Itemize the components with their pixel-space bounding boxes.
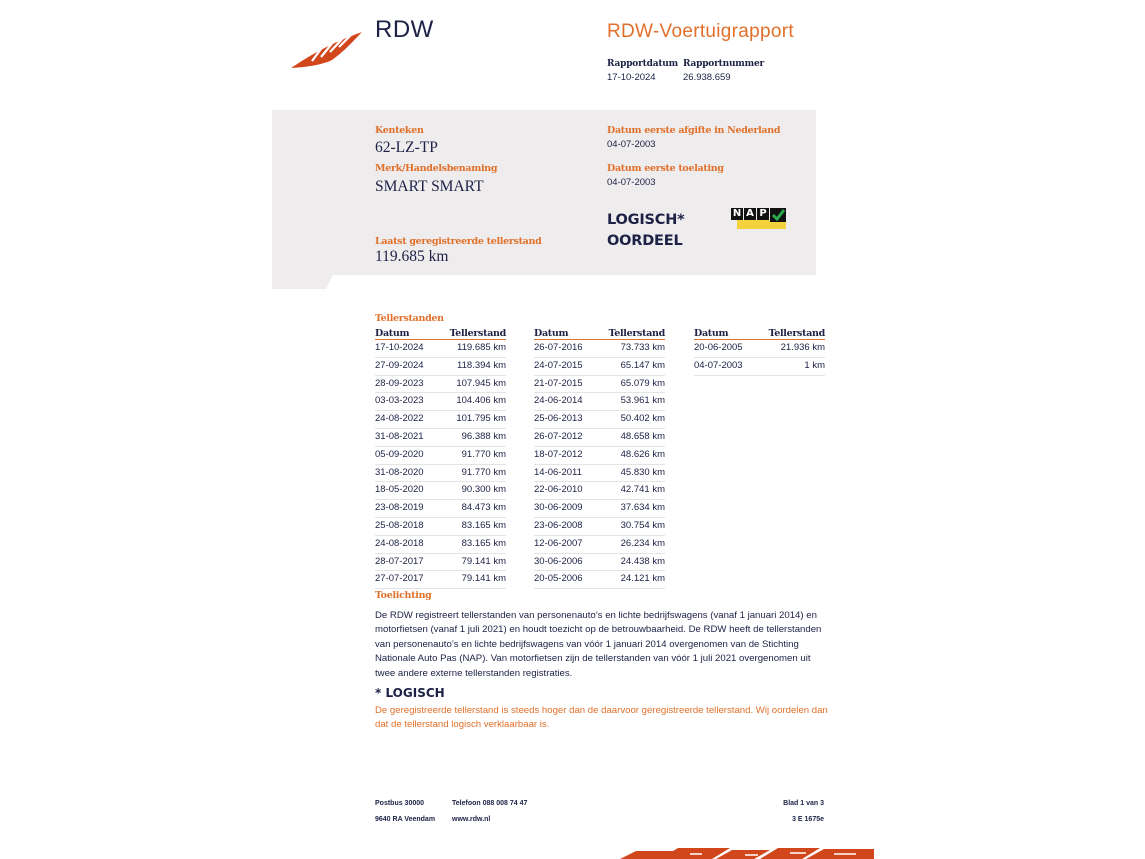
table-row xyxy=(534,429,665,447)
row-odometer-value: 1 km xyxy=(804,359,825,371)
table-row xyxy=(534,554,665,572)
table-row xyxy=(375,447,506,465)
row-odometer-value: 104.406 km xyxy=(456,395,506,407)
row-odometer-value: 30.754 km xyxy=(620,519,665,531)
table-row xyxy=(375,465,506,483)
table-row xyxy=(534,393,665,411)
row-odometer-value: 79.141 km xyxy=(461,555,506,567)
table-row xyxy=(375,500,506,518)
table-header xyxy=(534,328,665,340)
row-odometer-value: 96.388 km xyxy=(461,430,506,442)
row-date: 26-07-2016 xyxy=(534,342,583,353)
explanation-paragraph: De RDW registreert tellerstanden van personenauto’s en lichte bedrijfswagens (vanaf 1 januari 2014) en motorfietsen (vanaf 1 juli 2021) en houdt toezicht op de betrouwbaarheid. De RDW heeft de tellerstanden van personenauto’s en lichte bedrijfswagens van vóór 1 januari 2014 overgenomen van de Stichting Nationale Auto Pas (NAP). Van motorfietsen zijn de tellerstanden van vóór 1 juli 2021 overgenomen uit twee andere externe tellerstanden registraties. xyxy=(375,610,822,679)
row-date: 31-08-2020 xyxy=(375,466,424,478)
first-issue-nl-value: 04-07-2003 xyxy=(607,139,656,150)
table-row xyxy=(375,340,506,358)
verdict-line2: OORDEEL xyxy=(607,233,683,249)
col-date-header: Datum xyxy=(375,328,410,339)
row-odometer-value: 50.402 km xyxy=(620,413,665,425)
row-odometer-value: 37.634 km xyxy=(620,502,665,514)
row-odometer-value: 118.394 km xyxy=(457,359,506,371)
nap-letter-p: P xyxy=(757,208,769,220)
row-date: 24-08-2022 xyxy=(375,413,424,425)
row-odometer-value: 65.079 km xyxy=(620,377,665,389)
row-date: 24-07-2015 xyxy=(534,359,583,371)
row-date: 27-09-2024 xyxy=(375,359,424,371)
footer-page: Blad 1 van 3 xyxy=(783,800,824,807)
last-odometer-label: Laatst geregistreerde tellerstand xyxy=(375,236,542,247)
table-row xyxy=(375,571,506,589)
rdw-logo-icon xyxy=(288,30,366,70)
odometer-table-1 xyxy=(375,328,506,589)
row-odometer-value: 24.121 km xyxy=(620,573,665,585)
footer-phone: Telefoon 088 008 74 47 xyxy=(452,800,528,807)
odometer-table-3 xyxy=(694,328,825,376)
odometer-table-2 xyxy=(534,328,665,589)
row-date: 28-07-2017 xyxy=(375,555,424,567)
nap-letter-a: A xyxy=(744,208,756,220)
logisch-title: * LOGISCH xyxy=(375,686,445,700)
table-row xyxy=(375,554,506,572)
row-odometer-value: 26.234 km xyxy=(620,537,665,549)
report-title: RDW-Voertuigrapport xyxy=(607,21,794,42)
row-odometer-value: 42.741 km xyxy=(620,484,665,496)
row-date: 18-05-2020 xyxy=(375,484,424,496)
first-admission-value: 04-07-2003 xyxy=(607,177,656,188)
row-date: 05-09-2020 xyxy=(375,448,424,460)
check-icon xyxy=(770,208,786,222)
brand-name: RDW xyxy=(375,16,434,43)
report-number-label: Rapportnummer xyxy=(683,59,765,69)
row-date: 20-06-2005 xyxy=(694,342,743,353)
table-row xyxy=(534,482,665,500)
table-header xyxy=(375,328,506,340)
row-date: 17-10-2024 xyxy=(375,342,424,353)
table-row xyxy=(534,465,665,483)
footer-address: 9640 RA Veendam xyxy=(375,816,436,823)
row-odometer-value: 24.438 km xyxy=(620,555,665,567)
row-odometer-value: 83.165 km xyxy=(461,537,506,549)
table-row xyxy=(534,518,665,536)
row-date: 28-09-2023 xyxy=(375,377,424,389)
footer-postbus: Postbus 30000 xyxy=(375,800,425,807)
col-date-header: Datum xyxy=(694,328,729,339)
col-value-header: Tellerstand xyxy=(768,328,825,339)
brand-value: SMART SMART xyxy=(375,178,484,195)
nap-letter-n: N xyxy=(732,208,742,219)
row-odometer-value: 45.830 km xyxy=(620,466,665,478)
row-date: 24-08-2018 xyxy=(375,537,424,549)
table-row xyxy=(534,411,665,429)
row-date: 12-06-2007 xyxy=(534,537,583,549)
report-date-label: Rapportdatum xyxy=(607,59,678,69)
table-row xyxy=(375,429,506,447)
row-date: 04-07-2003 xyxy=(694,359,743,371)
table-row xyxy=(694,358,825,376)
table-row xyxy=(375,411,506,429)
row-date: 23-08-2019 xyxy=(375,502,424,514)
row-odometer-value: 83.165 km xyxy=(461,519,506,531)
row-date: 03-03-2023 xyxy=(375,395,424,407)
footer-code: 3 E 1675e xyxy=(792,816,824,823)
table-row xyxy=(375,536,506,554)
row-odometer-value: 91.770 km xyxy=(461,448,506,460)
row-odometer-value: 48.626 km xyxy=(620,448,665,460)
table-row xyxy=(534,447,665,465)
row-date: 23-06-2008 xyxy=(534,519,583,531)
plate-label: Kenteken xyxy=(375,125,424,136)
first-issue-nl-label: Datum eerste afgifte in Nederland xyxy=(607,125,781,136)
row-date: 21-07-2015 xyxy=(534,377,583,389)
table-row xyxy=(534,340,665,358)
table-row xyxy=(534,536,665,554)
row-date: 22-06-2010 xyxy=(534,484,583,496)
report-date: 17-10-2024 xyxy=(607,72,656,83)
row-date: 24-06-2014 xyxy=(534,395,583,407)
col-date-header: Datum xyxy=(534,328,569,339)
row-date: 20-05-2006 xyxy=(534,573,583,585)
row-date: 18-07-2012 xyxy=(534,448,583,460)
table-header xyxy=(694,328,825,340)
col-value-header: Tellerstand xyxy=(608,328,665,339)
table-row xyxy=(375,376,506,394)
row-date: 14-06-2011 xyxy=(534,466,582,478)
row-odometer-value: 91.770 km xyxy=(461,466,506,478)
table-row xyxy=(534,571,665,589)
row-date: 30-06-2009 xyxy=(534,502,583,514)
row-odometer-value: 90.300 km xyxy=(461,484,506,496)
row-odometer-value: 53.961 km xyxy=(620,395,665,407)
table-row xyxy=(534,358,665,376)
table-row xyxy=(694,340,825,358)
nap-logo xyxy=(731,208,786,230)
row-odometer-value: 84.473 km xyxy=(461,502,506,514)
row-odometer-value: 119.685 km xyxy=(457,342,506,353)
row-date: 25-06-2013 xyxy=(534,413,583,425)
row-odometer-value: 65.147 km xyxy=(620,359,665,371)
table-row xyxy=(375,358,506,376)
plate-value: 62-LZ-TP xyxy=(375,139,438,156)
row-odometer-value: 21.936 km xyxy=(780,342,825,353)
verdict-line1: LOGISCH* xyxy=(607,212,685,228)
row-date: 26-07-2012 xyxy=(534,430,583,442)
explanation-title: Toelichting xyxy=(375,590,432,601)
row-odometer-value: 79.141 km xyxy=(461,573,506,585)
row-date: 27-07-2017 xyxy=(375,573,424,585)
row-date: 31-08-2021 xyxy=(375,430,424,442)
logisch-text: De geregistreerde tellerstand is steeds hoger dan de daarvoor geregistreerde tellerstand. Wij oordelen dan dat de tellerstand logisch verklaarbaar is. xyxy=(375,705,828,731)
row-date: 30-06-2006 xyxy=(534,555,583,567)
footer-website[interactable]: www.rdw.nl xyxy=(452,816,491,823)
last-odometer-value: 119.685 km xyxy=(375,248,449,265)
row-odometer-value: 48.658 km xyxy=(620,430,665,442)
brand-label: Merk/Handelsbenaming xyxy=(375,163,498,174)
table-row xyxy=(375,482,506,500)
row-odometer-value: 107.945 km xyxy=(456,377,506,389)
odometer-section-title: Tellerstanden xyxy=(375,313,444,324)
vehicle-panel xyxy=(272,110,816,289)
report-number: 26.938.659 xyxy=(683,72,731,83)
row-date: 25-08-2018 xyxy=(375,519,424,531)
row-odometer-value: 101.795 km xyxy=(456,413,506,425)
table-row xyxy=(375,393,506,411)
table-row xyxy=(534,500,665,518)
row-odometer-value: 73.733 km xyxy=(620,342,665,353)
col-value-header: Tellerstand xyxy=(449,328,506,339)
first-admission-label: Datum eerste toelating xyxy=(607,163,724,174)
footer-stripe-decoration xyxy=(620,848,874,859)
table-row xyxy=(534,376,665,394)
table-row xyxy=(375,518,506,536)
